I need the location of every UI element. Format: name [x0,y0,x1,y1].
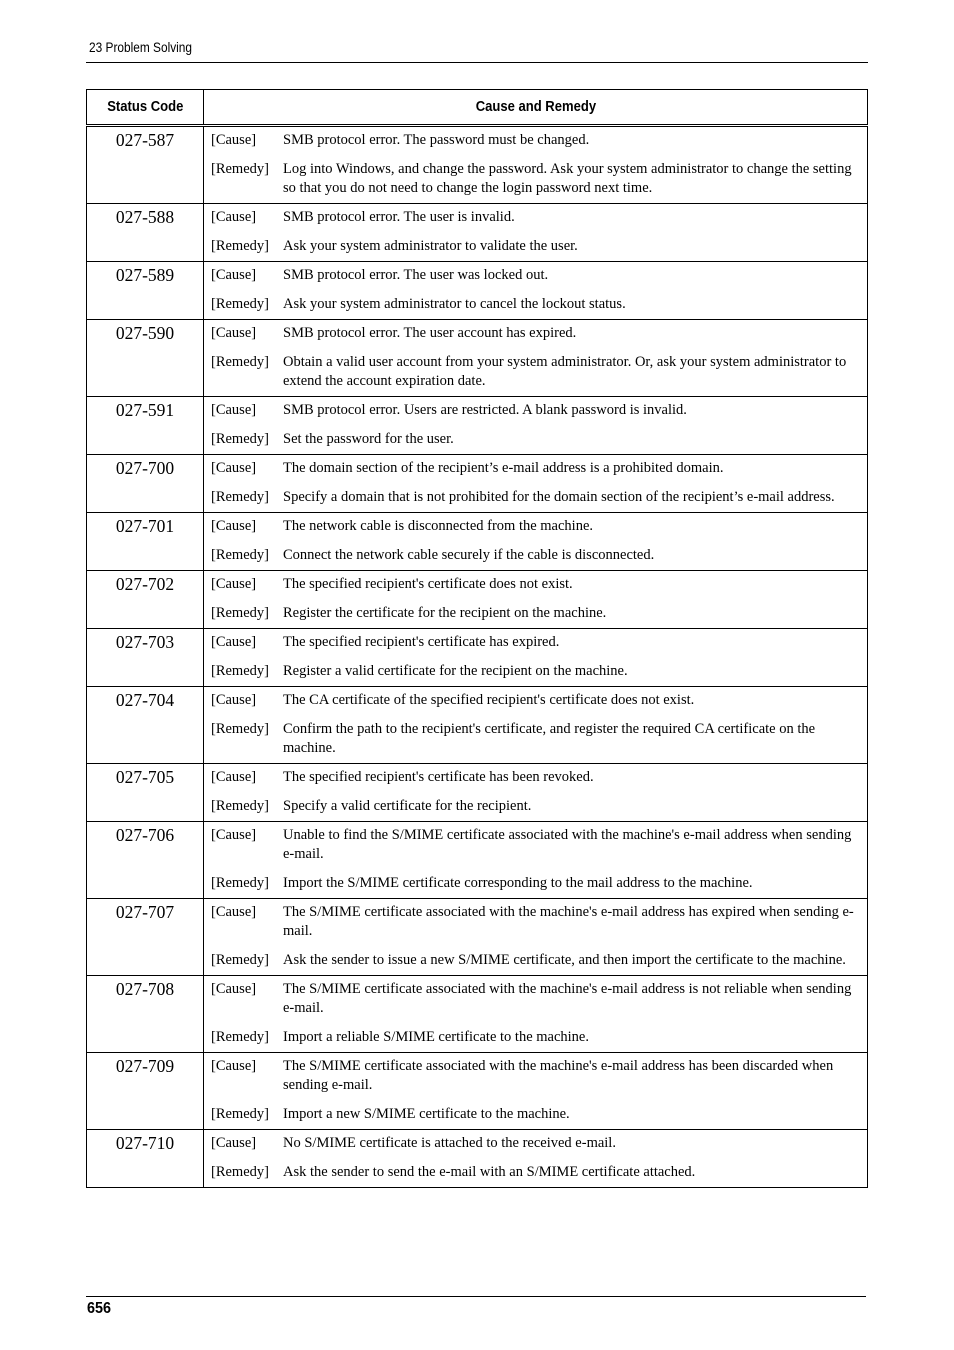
cause-remedy-cell [204,455,868,513]
remedy-text: Register the certificate for the recipient on the machine. [283,605,607,621]
cause-tag: [Cause] [211,132,257,148]
cause-text: SMB protocol error. The user is invalid. [283,209,515,225]
page-number: 656 [87,1300,112,1317]
cause-line [211,767,859,787]
cause-line [211,979,859,1018]
remedy-text: Import the S/MIME certificate corresponding to the mail address to the machine. [283,875,753,891]
table-row [87,899,868,976]
cause-text: The S/MIME certificate associated with the machine's e-mail address is not reliable when sending e-mail. [283,981,852,1016]
cause-line [211,458,859,478]
cause-text: The specified recipient's certificate has expired. [283,634,560,650]
table-row [87,126,868,204]
cause-text: The specified recipient's certificate has been revoked. [283,769,594,785]
remedy-tag: [Remedy] [211,296,269,312]
remedy-line [211,662,859,681]
table-row [87,262,868,320]
status-code: 027-701 [87,513,204,571]
cause-text: SMB protocol error. The user was locked out. [283,267,549,283]
status-code-column-header: Status Code [87,90,204,126]
remedy-text: Log into Windows, and change the password. Ask your system administrator to change the setting so that you do not need to change the login password next time. [283,161,852,196]
table-row [87,455,868,513]
table-row [87,976,868,1053]
cause-text: No S/MIME certificate is attached to the received e-mail. [283,1135,616,1151]
cause-tag: [Cause] [211,692,257,708]
remedy-text: Register a valid certificate for the recipient on the machine. [283,663,628,679]
remedy-line [211,1163,859,1182]
remedy-tag: [Remedy] [211,798,269,814]
cause-line [211,265,859,285]
cause-remedy-cell [204,320,868,397]
table-row [87,687,868,764]
cause-tag: [Cause] [211,769,257,785]
cause-tag: [Cause] [211,576,257,592]
remedy-line [211,237,859,256]
table-row [87,764,868,822]
remedy-tag: [Remedy] [211,431,269,447]
remedy-tag: [Remedy] [211,161,269,177]
cause-remedy-cell [204,976,868,1053]
cause-line [211,574,859,594]
status-code: 027-710 [87,1130,204,1188]
remedy-tag: [Remedy] [211,875,269,891]
status-code: 027-590 [87,320,204,397]
cause-line [211,400,859,420]
remedy-text: Import a new S/MIME certificate to the machine. [283,1106,570,1122]
cause-remedy-cell [204,629,868,687]
cause-text: SMB protocol error. The user account has expired. [283,325,577,341]
remedy-line [211,720,859,758]
cause-text: The domain section of the recipient’s e-mail address is a prohibited domain. [283,460,724,476]
remedy-line [211,488,859,507]
cause-line [211,690,859,710]
status-code: 027-703 [87,629,204,687]
cause-remedy-cell [204,513,868,571]
remedy-text: Ask your system administrator to cancel the lockout status. [283,296,626,312]
status-code: 027-591 [87,397,204,455]
cause-tag: [Cause] [211,325,257,341]
remedy-line [211,353,859,391]
cause-tag: [Cause] [211,518,257,534]
cause-remedy-cell [204,687,868,764]
cause-remedy-cell [204,397,868,455]
remedy-tag: [Remedy] [211,354,269,370]
remedy-tag: [Remedy] [211,1029,269,1045]
cause-remedy-cell [204,571,868,629]
remedy-line [211,874,859,893]
cause-remedy-cell [204,822,868,899]
status-code: 027-708 [87,976,204,1053]
remedy-tag: [Remedy] [211,663,269,679]
status-code: 027-705 [87,764,204,822]
cause-line [211,130,859,150]
cause-remedy-cell [204,262,868,320]
remedy-text: Import a reliable S/MIME certificate to the machine. [283,1029,589,1045]
remedy-tag: [Remedy] [211,238,269,254]
cause-text: The S/MIME certificate associated with the machine's e-mail address has expired when sending e-mail. [283,904,854,939]
remedy-tag: [Remedy] [211,605,269,621]
cause-text: Unable to find the S/MIME certificate associated with the machine's e-mail address when sending e-mail. [283,827,852,862]
cause-text: The network cable is disconnected from the machine. [283,518,594,534]
status-code: 027-588 [87,204,204,262]
remedy-tag: [Remedy] [211,489,269,505]
cause-line [211,323,859,343]
remedy-text: Obtain a valid user account from your system administrator. Or, ask your system administrator to extend the account expiration date. [283,354,847,389]
status-code: 027-709 [87,1053,204,1130]
cause-remedy-cell [204,899,868,976]
remedy-line [211,797,859,816]
header-rule [86,62,868,63]
cause-text: SMB protocol error. The password must be changed. [283,132,590,148]
cause-remedy-cell [204,764,868,822]
cause-line [211,207,859,227]
remedy-line [211,546,859,565]
remedy-text: Specify a domain that is not prohibited for the domain section of the recipient’s e-mail address. [283,489,835,505]
status-code: 027-587 [87,126,204,204]
table-row [87,1130,868,1188]
remedy-text: Ask your system administrator to validate the user. [283,238,578,254]
status-code: 027-702 [87,571,204,629]
remedy-line [211,1028,859,1047]
remedy-line [211,295,859,314]
cause-line [211,1056,859,1095]
remedy-line [211,604,859,623]
remedy-tag: [Remedy] [211,721,269,737]
remedy-line [211,430,859,449]
cause-remedy-cell [204,1053,868,1130]
remedy-text: Set the password for the user. [283,431,454,447]
cause-tag: [Cause] [211,904,257,920]
cause-tag: [Cause] [211,634,257,650]
status-code: 027-707 [87,899,204,976]
status-code: 027-700 [87,455,204,513]
cause-remedy-cell [204,204,868,262]
cause-tag: [Cause] [211,1058,257,1074]
remedy-tag: [Remedy] [211,1106,269,1122]
cause-text: SMB protocol error. Users are restricted. A blank password is invalid. [283,402,687,418]
remedy-line [211,160,859,198]
remedy-text: Specify a valid certificate for the recipient. [283,798,532,814]
cause-line [211,825,859,864]
status-code: 027-704 [87,687,204,764]
cause-line [211,1133,859,1153]
remedy-line [211,1105,859,1124]
remedy-tag: [Remedy] [211,952,269,968]
footer-rule [86,1296,866,1297]
table-row [87,513,868,571]
remedy-tag: [Remedy] [211,547,269,563]
table-row [87,822,868,899]
remedy-tag: [Remedy] [211,1164,269,1180]
status-code: 027-706 [87,822,204,899]
cause-line [211,902,859,941]
cause-tag: [Cause] [211,267,257,283]
table-header-row [87,90,868,126]
cause-tag: [Cause] [211,827,257,843]
table-row [87,571,868,629]
table-row [87,320,868,397]
cause-tag: [Cause] [211,981,257,997]
remedy-text: Confirm the path to the recipient's certificate, and register the required CA certificate on the machine. [283,721,816,756]
table-row [87,1053,868,1130]
remedy-line [211,951,859,970]
cause-line [211,632,859,652]
status-code: 027-589 [87,262,204,320]
remedy-text: Ask the sender to send the e-mail with an S/MIME certificate attached. [283,1164,696,1180]
cause-tag: [Cause] [211,402,257,418]
cause-remedy-cell [204,1130,868,1188]
cause-line [211,516,859,536]
status-code-table [86,89,868,1188]
cause-text: The S/MIME certificate associated with the machine's e-mail address has been discarded when sending e-mail. [283,1058,834,1093]
remedy-text: Connect the network cable securely if the cable is disconnected. [283,547,655,563]
cause-tag: [Cause] [211,1135,257,1151]
running-header: 23 Problem Solving [89,40,193,55]
cause-remedy-column-header: Cause and Remedy [204,90,868,126]
cause-tag: [Cause] [211,209,257,225]
table-row [87,204,868,262]
remedy-text: Ask the sender to issue a new S/MIME certificate, and then import the certificate to the machine. [283,952,846,968]
cause-text: The CA certificate of the specified recipient's certificate does not exist. [283,692,695,708]
cause-remedy-cell [204,126,868,204]
cause-tag: [Cause] [211,460,257,476]
table-row [87,397,868,455]
table-row [87,629,868,687]
cause-text: The specified recipient's certificate does not exist. [283,576,573,592]
